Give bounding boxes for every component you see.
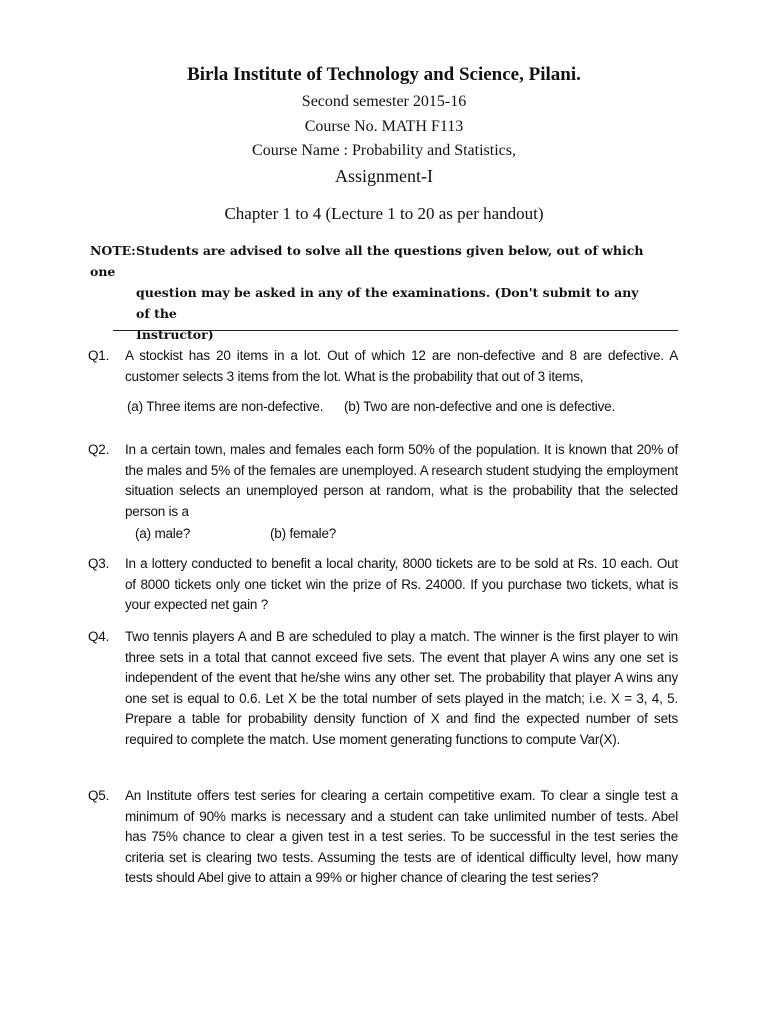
note-line-1: Students are advised to solve all the questions given below, out of which one <box>90 243 644 279</box>
question-number: Q3. <box>88 556 110 571</box>
question-text: In a lottery conducted to benefit a local charity, 8000 tickets are to be sold at Rs. 10 each. Out of 8000 tickets only one ticket win the prize of Rs. 24000. If you purchase two tickets, what is your expected net gain ? <box>125 556 678 612</box>
question-text: In a certain town, males and females each form 50% of the population. It is known that 20% of the males and 5% of the females are unemployed. A research student studying the employment situation selects an unemployed person at random, what is the probability that the selected person is a <box>125 442 678 519</box>
question-options <box>135 524 678 545</box>
institute-title: Birla Institute of Technology and Science, Pilani. <box>187 64 581 85</box>
question-number: Q2. <box>88 442 110 457</box>
question-text: Two tennis players A and B are scheduled to play a match. The winner is the first player to win three sets in a total that cannot exceed five sets. The event that player A wins any one set is independent of the event that he/she wins any other set. The probability that player A wins any one set is equal to 0.6. Let X be the total number of sets played in the match; i.e. X = 3, 4, 5. Prepare a table for probability density function of X and find the expected number of sets required to complete the match. Use moment generating functions to compute Var(X). <box>125 629 678 747</box>
question-text: An Institute offers test series for clearing a certain competitive exam. To clear a single test a minimum of 90% marks is necessary and a student can take unlimited number of tests. Abel has 75% chance to clear a given test in a test series. To be successful in the test series the criteria set is clearing two tests. Assuming the tests are of identical difficulty level, how many tests should Abel give to attain a 99% or higher chance of clearing the test series? <box>125 788 678 885</box>
option-b: (b) female? <box>270 526 337 541</box>
option-a: (a) male? <box>135 526 191 541</box>
chapter-range: Chapter 1 to 4 (Lecture 1 to 20 as per handout) <box>224 204 544 223</box>
assignment-title: Assignment-I <box>335 166 433 186</box>
note-label: NOTE: <box>90 243 136 258</box>
course-name: Course Name : Probability and Statistics, <box>252 142 516 159</box>
question-number: Q4. <box>88 629 110 644</box>
question-number: Q5. <box>88 788 110 803</box>
question-text: A stockist has 20 items in a lot. Out of which 12 are non-defective and 8 are defective. A customer selects 3 items from the lot. What is the probability that out of 3 items, <box>125 348 678 384</box>
note-line-3: Instructor) <box>136 327 214 342</box>
question-1 <box>88 346 678 418</box>
question-options <box>127 397 678 418</box>
question-4 <box>88 627 678 750</box>
horizontal-divider <box>113 330 678 331</box>
note-line-2: question may be asked in any of the examinations. (Don't submit to any of the <box>136 285 639 321</box>
question-number: Q1. <box>88 348 110 363</box>
question-2 <box>88 440 678 545</box>
option-b: (b) Two are non-defective and one is defective. <box>344 399 616 414</box>
question-5 <box>88 786 678 889</box>
semester-line: Second semester 2015-16 <box>301 93 467 110</box>
question-3 <box>88 554 678 616</box>
option-a: (a) Three items are non-defective. <box>127 399 324 414</box>
course-number: Course No. MATH F113 <box>304 118 464 135</box>
